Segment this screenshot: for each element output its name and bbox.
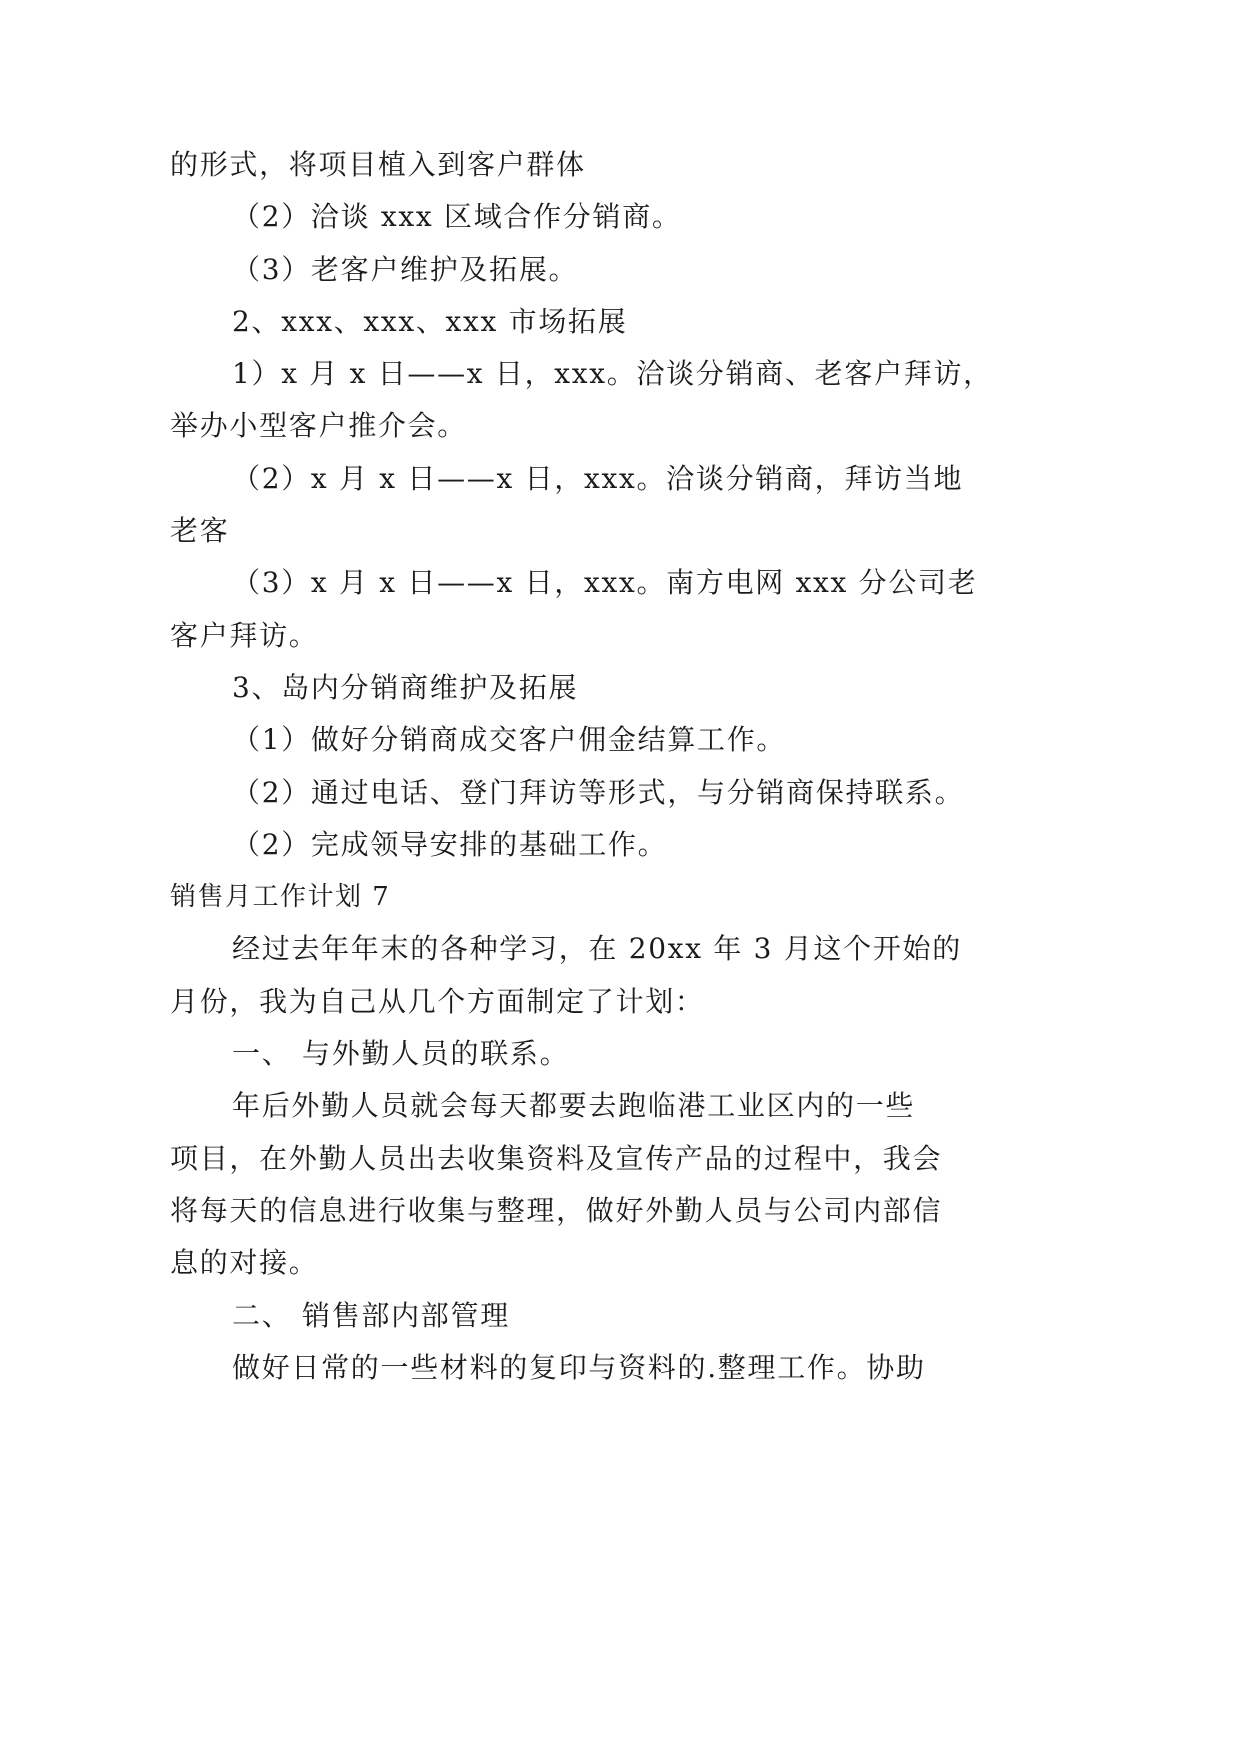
list-item-line: （1）做好分销商成交客户佣金结算工作。 (232, 723, 787, 757)
list-item-line: 1）x 月 x 日——x 日，xxx。洽谈分销商、老客户拜访， (232, 357, 993, 391)
paragraph-line: 将每天的信息进行收集与整理，做好外勤人员与公司内部信 (170, 1193, 943, 1227)
subsection-title-line: 二、 销售部内部管理 (232, 1298, 510, 1332)
list-item-line: （2）x 月 x 日——x 日，xxx。洽谈分销商，拜访当地 (232, 461, 964, 495)
list-item-line: （3）x 月 x 日——x 日，xxx。南方电网 xxx 分公司老 (232, 566, 978, 600)
subsection-title-line: 2、xxx、xxx、xxx 市场拓展 (232, 304, 628, 338)
paragraph-line: 举办小型客户推介会。 (170, 409, 468, 443)
list-item-line: （2）通过电话、登门拜访等形式，与分销商保持联系。 (232, 775, 965, 809)
paragraph-line: 月份，我为自己从几个方面制定了计划： (170, 984, 705, 1018)
list-item-line: （3）老客户维护及拓展。 (232, 252, 579, 286)
paragraph-line: 息的对接。 (170, 1246, 319, 1280)
subsection-title-line: 一、 与外勤人员的联系。 (232, 1037, 570, 1071)
list-item-line: （2）洽谈 xxx 区域合作分销商。 (232, 200, 682, 234)
subsection-title-line: 3、岛内分销商维护及拓展 (232, 670, 579, 704)
paragraph-line: 做好日常的一些材料的复印与资料的.整理工作。协助 (232, 1350, 926, 1384)
paragraph-line: 经过去年年末的各种学习，在 20xx 年 3 月这个开始的 (232, 932, 962, 966)
list-item-line: （2）完成领导安排的基础工作。 (232, 827, 668, 861)
paragraph-line: 年后外勤人员就会每天都要去跑临港工业区内的一些 (232, 1089, 916, 1123)
document-body (170, 139, 1070, 1394)
paragraph-line: 老客 (170, 514, 230, 548)
section-heading: 销售月工作计划 7 (170, 882, 391, 913)
paragraph-line: 的形式，将项目植入到客户群体 (170, 148, 586, 181)
paragraph-line: 项目，在外勤人员出去收集资料及宣传产品的过程中，我会 (170, 1141, 943, 1175)
paragraph-line: 客户拜访。 (170, 618, 319, 652)
